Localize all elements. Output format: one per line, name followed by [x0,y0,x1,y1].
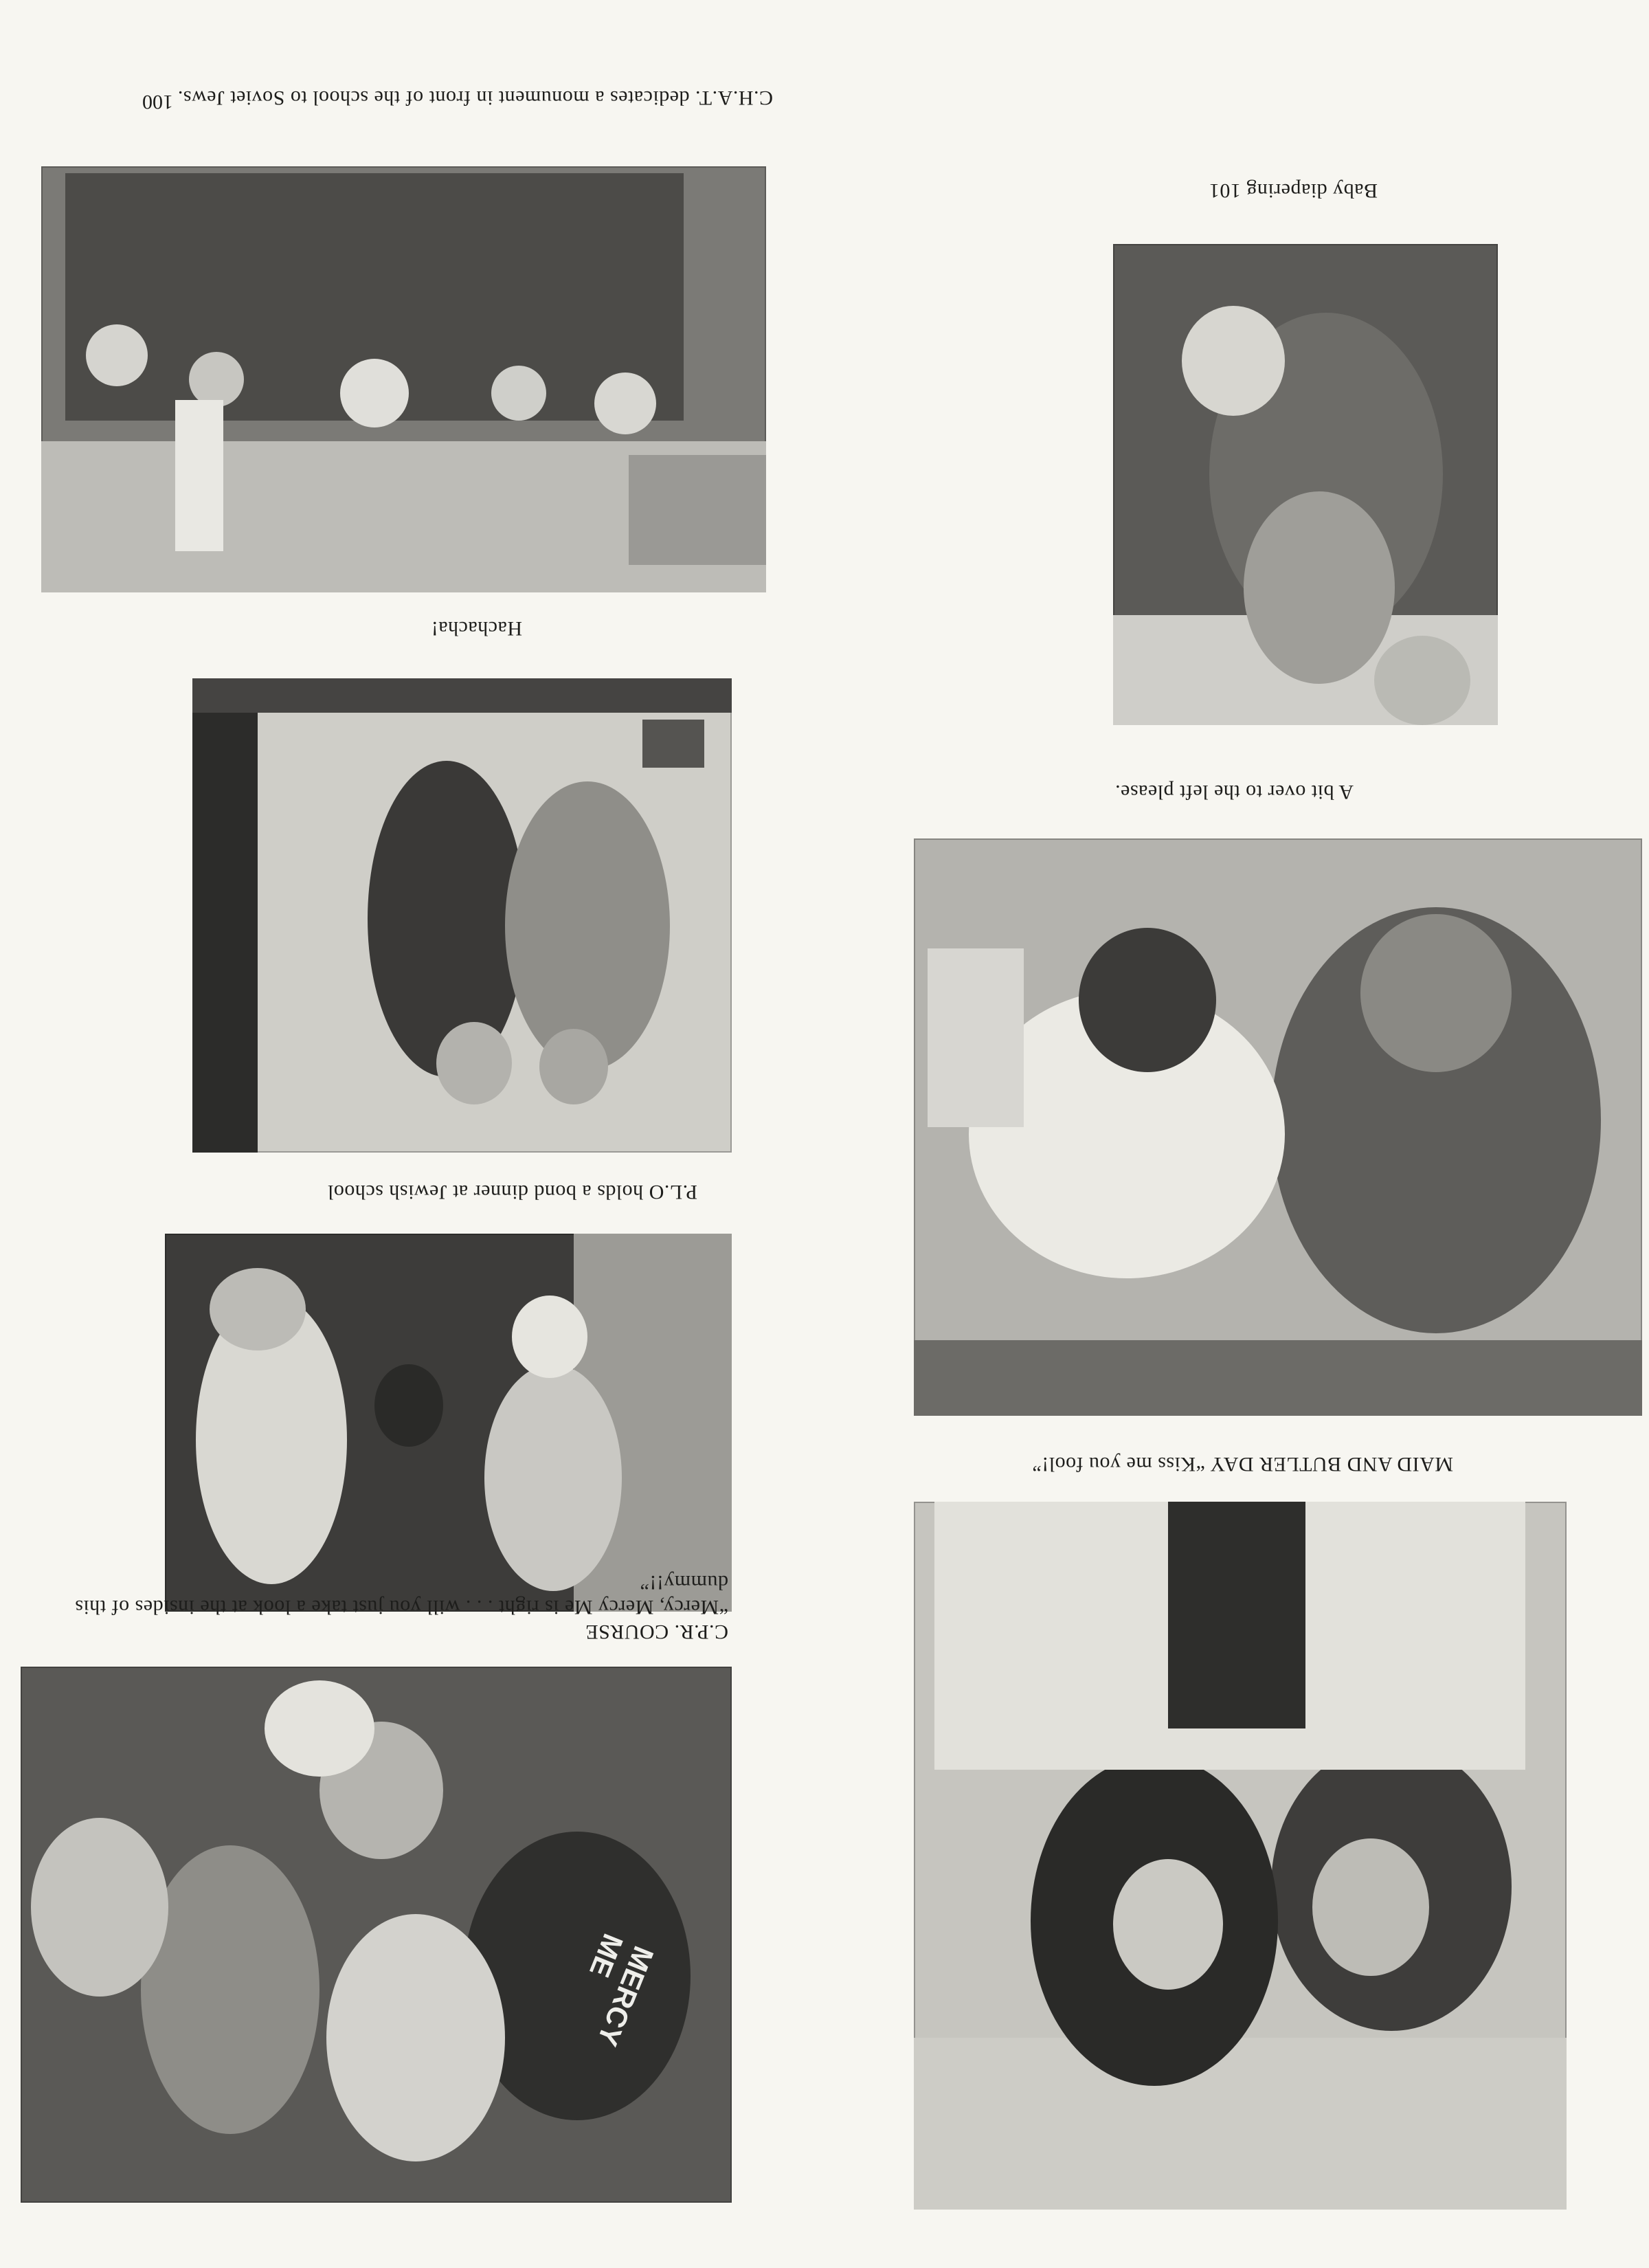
photo-left-please [914,838,1642,1416]
photo-baby-diapering [1113,244,1498,725]
caption-maid-butler: MAID AND BUTLER DAY “Kiss me you fool!” [1031,1453,1453,1476]
photo-hachacha [192,678,732,1153]
shirt-text: MERCY ME [583,1929,660,2050]
photo-maid-butler [914,1502,1567,2210]
photo-cpr-course-image [21,1667,732,2203]
page-number: 100 [142,91,173,113]
caption-hachacha: Hachacha! [431,617,522,640]
caption-baby-diapering: Baby diapering 101 [1209,179,1378,202]
caption-left-please: A bit over to the left please. [1114,781,1354,803]
caption-cpr-quote: “Mercy, Mercy Me is right . . . will you just take a look at the insides of this dummy!!” [74,1571,728,1619]
caption-soviet-jews: C.H.A.T. dedicates a monument in front of the school to Soviet Jews. [177,87,773,109]
caption-cpr-course [14,1570,728,1644]
caption-plo-dinner: P.L.O holds a bond dinner at Jewish school [327,1181,697,1203]
photo-soviet-jews-monument [41,166,766,592]
photo-plo-dinner [165,1234,732,1612]
caption-cpr-heading: C.P.R. COURSE [585,1621,728,1643]
